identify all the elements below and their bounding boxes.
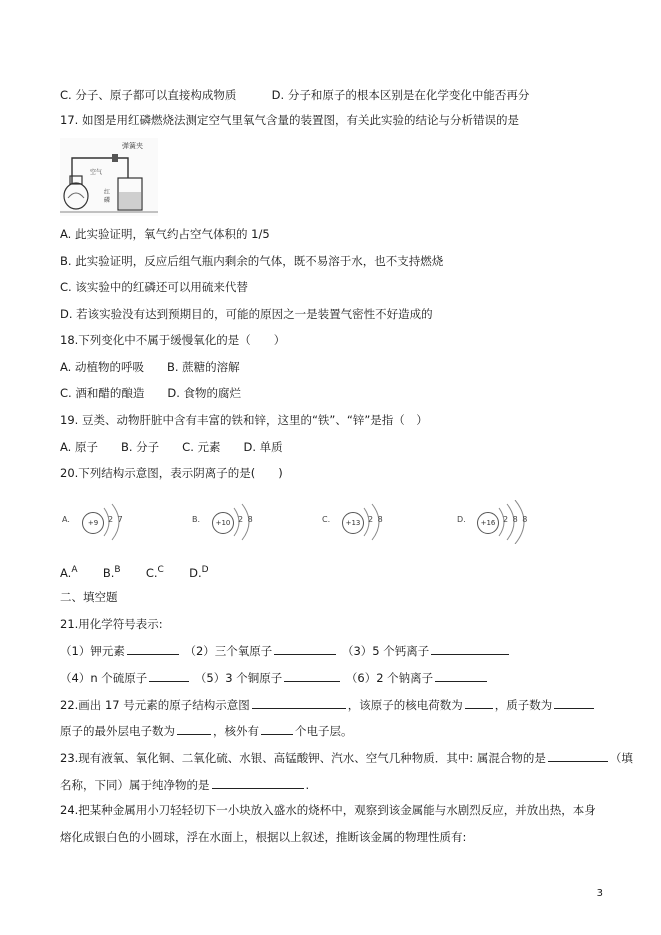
q21-row2: （4）n 个硫原子 （5）3 个铜原子 （6）2 个钠离子 — [60, 670, 489, 685]
q19-stem: 19. 豆类、动物肝脏中含有丰富的铁和锌，这里的“铁”、“锌”是指（ ） — [60, 413, 428, 427]
svg-text:红: 红 — [104, 189, 111, 196]
page-number: 3 — [596, 888, 603, 899]
answer-blank[interactable] — [465, 697, 493, 709]
answer-blank[interactable] — [435, 670, 487, 682]
answer-blank[interactable] — [284, 670, 340, 682]
atom-diagram-d: D. +16 2 8 8 — [455, 500, 545, 544]
answer-blank[interactable] — [261, 723, 293, 735]
answer-blank[interactable] — [212, 777, 304, 789]
q16-option-c: C. 分子、原子都可以直接构成物质 — [60, 88, 237, 102]
q23-line2: 名称，下同）属于纯净物的是 . — [60, 778, 310, 792]
answer-blank[interactable] — [548, 750, 608, 762]
q24-line1: 24.把某种金属用小刀轻轻切下一小块放入盛水的烧杯中，观察到该金属能与水剧烈反应，并放出热，本身 — [60, 803, 596, 817]
q17-stem: 17. 如图是用红磷燃烧法测定空气里氧气含量的装置图，有关此实验的结论与分析错误的是 — [60, 113, 519, 127]
q22-line2: 原子的最外层电子数为 ，核外有 个电子层。 — [60, 724, 353, 738]
answer-blank[interactable] — [274, 643, 336, 655]
q17-option-c: C. 该实验中的红磷还可以用硫来代替 — [60, 280, 248, 294]
q24-line2: 熔化成银白色的小圆球，浮在水面上，根据以上叙述，推断该金属的物理性质有: — [60, 830, 467, 844]
q17-option-b: B. 此实验证明，反应后组气瓶内剩余的气体，既不易溶于水，也不支持燃烧 — [60, 254, 444, 268]
answer-blank[interactable] — [431, 643, 509, 655]
q18-stem: 18.下列变化中不属于缓慢氧化的是（ ） — [60, 333, 286, 347]
q17-clip-label: 弹簧夹 — [122, 142, 143, 150]
answer-blank[interactable] — [149, 670, 189, 682]
answer-blank[interactable] — [252, 697, 346, 709]
answer-blank[interactable] — [554, 697, 594, 709]
answer-blank[interactable] — [127, 643, 179, 655]
q20-stem: 20.下列结构示意图，表示阴离子的是( ) — [60, 466, 283, 480]
q16-option-d: D. 分子和原子的根本区别是在化学变化中能否再分 — [271, 88, 530, 102]
q18-options-cd: C. 酒和醋的酿造 D. 食物的腐烂 — [60, 386, 242, 400]
section-heading: 二、填空题 — [60, 590, 118, 604]
q20-answer-options: A.$^A$ B.$^B$ C.$^C$ D.$^D$ — [60, 565, 209, 580]
q21-row1: （1）钾元素 （2）三个氧原子 （3）5 个钙离子 — [60, 643, 511, 658]
q21-stem: 21.用化学符号表示: — [60, 617, 163, 631]
q22-line1: 22.画出 17 号元素的原子结构示意图 ，该原子的核电荷数为 ，质子数为 — [60, 697, 596, 712]
q16-options — [60, 88, 529, 102]
answer-blank[interactable] — [177, 723, 211, 735]
atom-diagram-a: A. +9 2 7 — [60, 500, 150, 544]
q23-line1: 23.现有液氧、氧化铜、二氧化硫、水银、高锰酸钾、汽水、空气几种物质．其中: 属混合物的是 （填 — [60, 751, 633, 765]
q17-option-d: D. 若该实验没有达到预期目的，可能的原因之一是装置气密性不好造成的 — [60, 307, 433, 321]
q19-options: A. 原子 B. 分子 C. 元素 D. 单质 — [60, 440, 283, 454]
q17-option-a: A. 此实验证明，氧气约占空气体积的 1/5 — [60, 227, 270, 241]
atom-diagram-c: C. +13 2 8 — [320, 500, 410, 544]
q18-options-ab: A. 动植物的呼吸 B. 蔗糖的溶解 — [60, 360, 240, 374]
svg-text:磷: 磷 — [104, 197, 111, 204]
svg-text:空气: 空气 — [90, 169, 103, 176]
atom-diagram-b: B. +10 2 8 — [190, 500, 280, 544]
q17-apparatus-figure — [60, 138, 158, 216]
